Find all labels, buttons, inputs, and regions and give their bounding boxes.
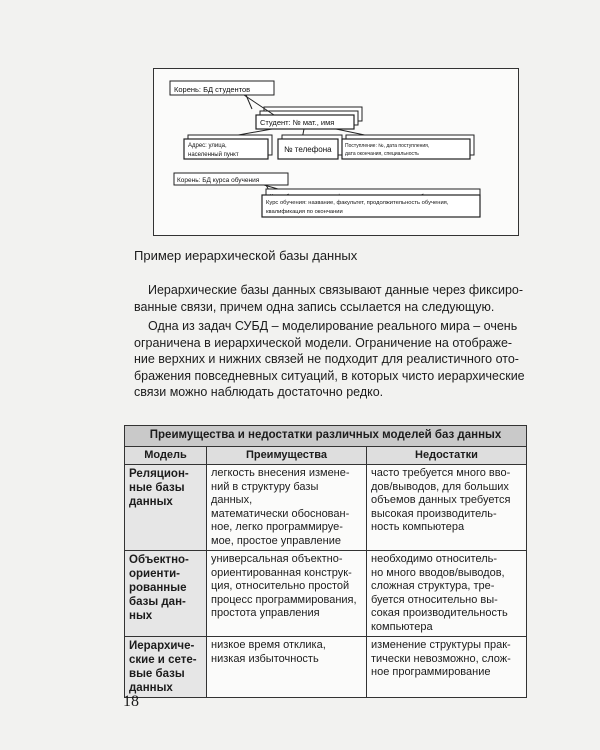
cell-line: ний в структуру базы данных,: [211, 480, 319, 506]
figure-caption: Пример иерархической базы данных: [134, 248, 358, 263]
cell-line: ное, легко программируе-: [211, 521, 343, 533]
cell-line: необходимо относитель-: [371, 553, 498, 565]
hierarchy-diagram: [153, 68, 519, 236]
address-line2: населенный пункт: [188, 152, 239, 158]
paragraph-1: [134, 282, 526, 315]
table-row: [125, 465, 527, 551]
cell-line: Иерархиче-: [129, 640, 195, 652]
paragraph-2-line: ограничена в иерархической модели. Ограничение на отображе-: [134, 335, 513, 350]
cell-line: простота управления: [211, 607, 320, 619]
comparison-table: [124, 425, 527, 698]
course-line1: Курс обучения: название, факультет, продолжительность обучения,: [266, 200, 449, 206]
cell-line: мое, простое управление: [211, 534, 341, 547]
table-header-row: [125, 446, 527, 465]
admission-line1: Поступление: №, дата поступления,: [345, 143, 430, 149]
phone-label: № телефона: [284, 145, 332, 154]
address-line1: Адрес: улица,: [188, 143, 227, 149]
cell-line: Объектно-: [129, 554, 189, 566]
cell-line: сокая производительность: [371, 607, 508, 619]
cell-line: но много вводов/выводов,: [371, 566, 505, 579]
connector-root-student: [244, 95, 274, 115]
paragraph-2-line: ние верхних и нижних связей не подходит для реалистичного ото-: [134, 352, 519, 366]
page-number: 18: [123, 693, 139, 710]
cell-line: Реляцион-: [129, 468, 189, 480]
header-disadvantages: Недостатки: [367, 446, 527, 465]
cell-line: математически обоснован-: [211, 507, 350, 520]
cell-line: дов/выводов, для больших: [371, 480, 509, 493]
cell-line: низкое время отклика,: [211, 639, 326, 651]
cell-line: ориентированная конструк-: [211, 566, 352, 579]
table-title: Преимущества и недостатки различных моделей баз данных: [125, 426, 527, 447]
root-students-label: Корень: БД студентов: [174, 85, 251, 94]
cell-line: низкая избыточность: [211, 652, 319, 665]
header-model: Модель: [125, 446, 207, 465]
cell-line: сложная структура, тре-: [371, 580, 495, 592]
cell-line: базы дан-: [129, 596, 186, 608]
student-label: Студент: № мат., имя: [260, 118, 335, 127]
model-cell: [125, 465, 207, 551]
cell-line: буется относительно вы-: [371, 593, 498, 606]
cell-line: тически невозможно, слож-: [371, 652, 511, 665]
advantages-cell: [207, 465, 367, 551]
advantages-cell: [207, 637, 367, 698]
paragraph-2-line: бражения повседневных ситуаций, в которых чисто иерархические: [134, 368, 525, 383]
cell-line: часто требуется много вво-: [371, 467, 511, 479]
disadvantages-cell: [367, 551, 527, 637]
cell-line: компьютера: [371, 620, 433, 633]
model-cell: [125, 551, 207, 637]
paragraph-2-line: Одна из задач СУБД – моделирование реального мира – очень: [148, 319, 518, 333]
cell-line: данных: [129, 496, 173, 508]
admission-line2: дата окончания, специальность: [345, 151, 419, 157]
cell-line: высокая производитель-: [371, 507, 497, 520]
cell-line: универсальная объектно-: [211, 553, 343, 565]
model-cell: [125, 637, 207, 698]
cell-line: изменение структуры прак-: [371, 639, 511, 651]
cell-line: ориенти-: [129, 568, 180, 580]
cell-line: ное программирование: [371, 666, 491, 678]
cell-line: ные базы: [129, 482, 185, 494]
advantages-cell: [207, 551, 367, 637]
cell-line: процесс программирования,: [211, 593, 357, 606]
disadvantages-cell: [367, 637, 527, 698]
root-course-label: Корень: БД курса обучения: [177, 177, 260, 184]
paragraph-1-line: ванные связи, причем одна запись ссылается на следующую.: [134, 299, 495, 314]
paragraph-1-line: Иерархические базы данных связывают данные через фиксиро-: [148, 283, 524, 297]
header-advantages: Преимущества: [207, 446, 367, 465]
cell-line: объемов данных требуется: [371, 494, 511, 506]
paragraph-2: [134, 318, 526, 401]
course-line2: квалификация по окончании: [266, 209, 343, 215]
cell-line: вые базы: [129, 668, 185, 680]
disadvantages-cell: [367, 465, 527, 551]
table-row: [125, 637, 527, 698]
cell-line: ных: [129, 610, 153, 622]
paragraph-2-line: связи можно наблюдать достаточно редко.: [134, 385, 384, 399]
hierarchy-diagram-svg: [154, 69, 518, 235]
cell-line: данных: [129, 682, 173, 694]
cell-line: ность компьютера: [371, 521, 465, 533]
connector-root-student-2: [246, 95, 252, 109]
table-row: [125, 551, 527, 637]
table-title-row: [125, 426, 527, 447]
cell-line: рованные: [129, 582, 187, 594]
cell-line: легкость внесения измене-: [211, 467, 350, 479]
cell-line: ция, относительно простой: [211, 580, 350, 592]
cell-line: ские и сете-: [129, 654, 197, 666]
